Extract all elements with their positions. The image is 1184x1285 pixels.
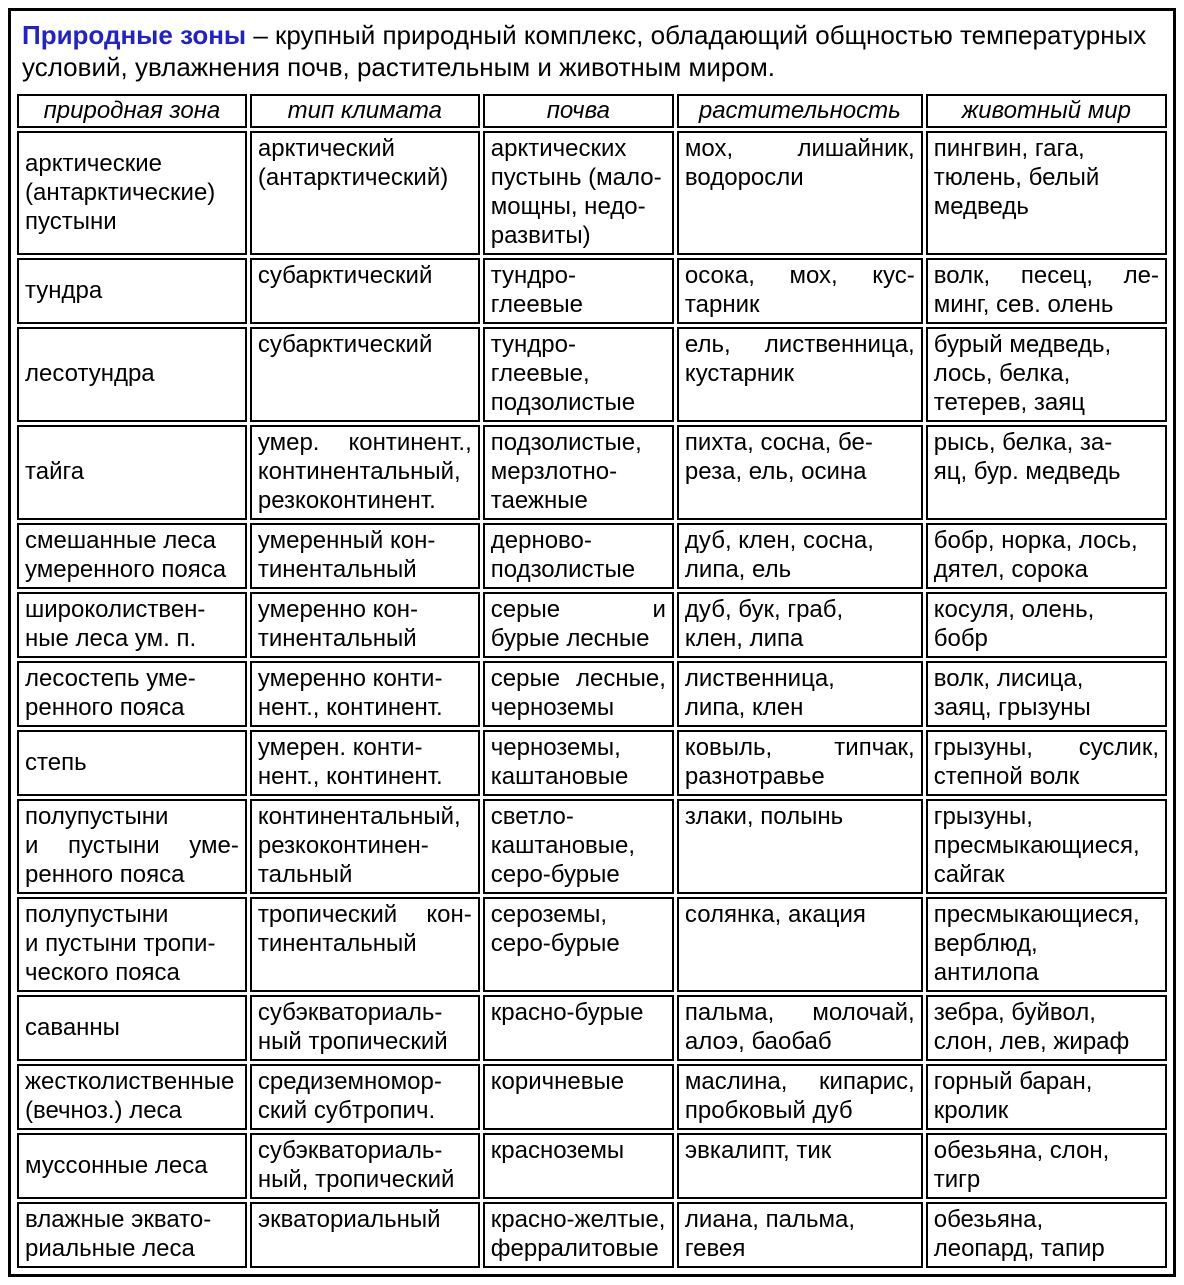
column-header: тип климата	[250, 94, 480, 128]
cell-animals: обезьяна, леопард, тапир	[926, 1202, 1167, 1268]
cell-zone: тундра	[17, 258, 247, 324]
column-header: почва	[483, 94, 674, 128]
cell-climate: умеренно конти- нент., континент.	[250, 661, 480, 727]
table-row	[17, 327, 1167, 422]
cell-zone: тайга	[17, 425, 247, 520]
cell-animals: горный баран, кролик	[926, 1064, 1167, 1130]
table-row	[17, 897, 1167, 992]
table-row	[17, 592, 1167, 658]
cell-zone: смешанные леса умеренного пояса	[17, 523, 247, 589]
cell-zone: жестколиственные (вечноз.) леса	[17, 1064, 247, 1130]
cell-climate: средиземномор- ский субтропич.	[250, 1064, 480, 1130]
cell-climate: тропический кон- тинентальный	[250, 897, 480, 992]
column-header: растительность	[677, 94, 923, 128]
cell-animals: пингвин, гага, тюлень, белый медведь	[926, 131, 1167, 255]
cell-plants: дуб, бук, граб, клен, липа	[677, 592, 923, 658]
cell-soil: арктических пустынь (мало- мощны, недо- развиты)	[483, 131, 674, 255]
table-row	[17, 1133, 1167, 1199]
cell-climate: умеренный кон- тинентальный	[250, 523, 480, 589]
cell-climate: субарктический	[250, 327, 480, 422]
cell-zone: полупустыни и пустыни тропи- ческого пояса	[17, 897, 247, 992]
cell-soil: черноземы, каштановые	[483, 730, 674, 796]
intro-paragraph	[22, 19, 1162, 83]
cell-soil: красноземы	[483, 1133, 674, 1199]
cell-plants: ель, лиственница, кустарник	[677, 327, 923, 422]
intro-title: Природные зоны	[22, 20, 247, 50]
table-row	[17, 258, 1167, 324]
cell-plants: осока, мох, кус- тарник	[677, 258, 923, 324]
table-row	[17, 995, 1167, 1061]
cell-animals: бобр, норка, лось, дятел, сорока	[926, 523, 1167, 589]
cell-plants: лиственница, липа, клен	[677, 661, 923, 727]
cell-zone: лесотундра	[17, 327, 247, 422]
cell-soil: красно-бурые	[483, 995, 674, 1061]
cell-zone: муссонные леса	[17, 1133, 247, 1199]
cell-climate: континентальный, резкоконтинен- тальный	[250, 799, 480, 894]
table-row	[17, 523, 1167, 589]
table-body	[17, 131, 1167, 1268]
cell-soil: красно-желтые, ферралитовые	[483, 1202, 674, 1268]
cell-animals: бурый медведь, лось, белка, тетерев, заяц	[926, 327, 1167, 422]
cell-zone: степь	[17, 730, 247, 796]
cell-animals: пресмыкающиеся, верблюд, антилопа	[926, 897, 1167, 992]
header-row	[17, 94, 1167, 128]
cell-animals: волк, песец, ле- минг, сев. олень	[926, 258, 1167, 324]
cell-plants: эвкалипт, тик	[677, 1133, 923, 1199]
cell-soil: подзолистые, мерзлотно- таежные	[483, 425, 674, 520]
cell-animals: волк, лисица, заяц, грызуны	[926, 661, 1167, 727]
table-row	[17, 799, 1167, 894]
cell-soil: коричневые	[483, 1064, 674, 1130]
cell-climate: субарктический	[250, 258, 480, 324]
cell-climate: арктический (антарктический)	[250, 131, 480, 255]
cell-animals: зебра, буйвол, слон, лев, жираф	[926, 995, 1167, 1061]
cell-plants: солянка, акация	[677, 897, 923, 992]
cell-climate: умер. континент., континентальный, резкоконтинент.	[250, 425, 480, 520]
cell-zone: полупустыни и пустыни уме- ренного пояса	[17, 799, 247, 894]
cell-zone: влажные эквато- риальные леса	[17, 1202, 247, 1268]
table-row	[17, 661, 1167, 727]
column-header: животный мир	[926, 94, 1167, 128]
cell-climate: умерен. конти- нент., континент.	[250, 730, 480, 796]
table-row	[17, 425, 1167, 520]
intro-text: – крупный природный комплекс, обладающий общностью температурных условий, увлажнения почв, растительным и животным миром.	[22, 20, 1147, 82]
cell-zone: саванны	[17, 995, 247, 1061]
table-row	[17, 131, 1167, 255]
cell-climate: экваториальный	[250, 1202, 480, 1268]
cell-plants: дуб, клен, сосна, липа, ель	[677, 523, 923, 589]
document-page	[8, 8, 1176, 1277]
table-row	[17, 1202, 1167, 1268]
cell-soil: светло- каштановые, серо-бурые	[483, 799, 674, 894]
cell-plants: маслина, кипарис, пробковый дуб	[677, 1064, 923, 1130]
cell-soil: тундро- глеевые	[483, 258, 674, 324]
cell-soil: тундро- глеевые, подзолистые	[483, 327, 674, 422]
cell-animals: рысь, белка, за- яц, бур. медведь	[926, 425, 1167, 520]
cell-soil: серые лесные, черноземы	[483, 661, 674, 727]
cell-animals: косуля, олень, бобр	[926, 592, 1167, 658]
cell-soil: дерново- подзолистые	[483, 523, 674, 589]
cell-plants: пальма, молочай, алоэ, баобаб	[677, 995, 923, 1061]
table-row	[17, 730, 1167, 796]
cell-climate: субэкваториаль- ный, тропический	[250, 1133, 480, 1199]
cell-animals: грызуны, пресмыкающиеся, сайгак	[926, 799, 1167, 894]
cell-plants: лиана, пальма, гевея	[677, 1202, 923, 1268]
nature-zones-table	[14, 91, 1170, 1271]
cell-plants: ковыль, типчак, разнотравье	[677, 730, 923, 796]
cell-zone: арктические (антарктические) пустыни	[17, 131, 247, 255]
cell-climate: субэкваториаль- ный тропический	[250, 995, 480, 1061]
cell-climate: умеренно кон- тинентальный	[250, 592, 480, 658]
column-header: природная зона	[17, 94, 247, 128]
cell-plants: злаки, полынь	[677, 799, 923, 894]
cell-soil: сероземы, серо-бурые	[483, 897, 674, 992]
cell-zone: широколиствен- ные леса ум. п.	[17, 592, 247, 658]
cell-plants: мох, лишайник, водоросли	[677, 131, 923, 255]
cell-zone: лесостепь уме- ренного пояса	[17, 661, 247, 727]
cell-plants: пихта, сосна, бе- реза, ель, осина	[677, 425, 923, 520]
cell-animals: обезьяна, слон, тигр	[926, 1133, 1167, 1199]
table-row	[17, 1064, 1167, 1130]
cell-soil: серые и бурые лесные	[483, 592, 674, 658]
cell-animals: грызуны, суслик, степной волк	[926, 730, 1167, 796]
